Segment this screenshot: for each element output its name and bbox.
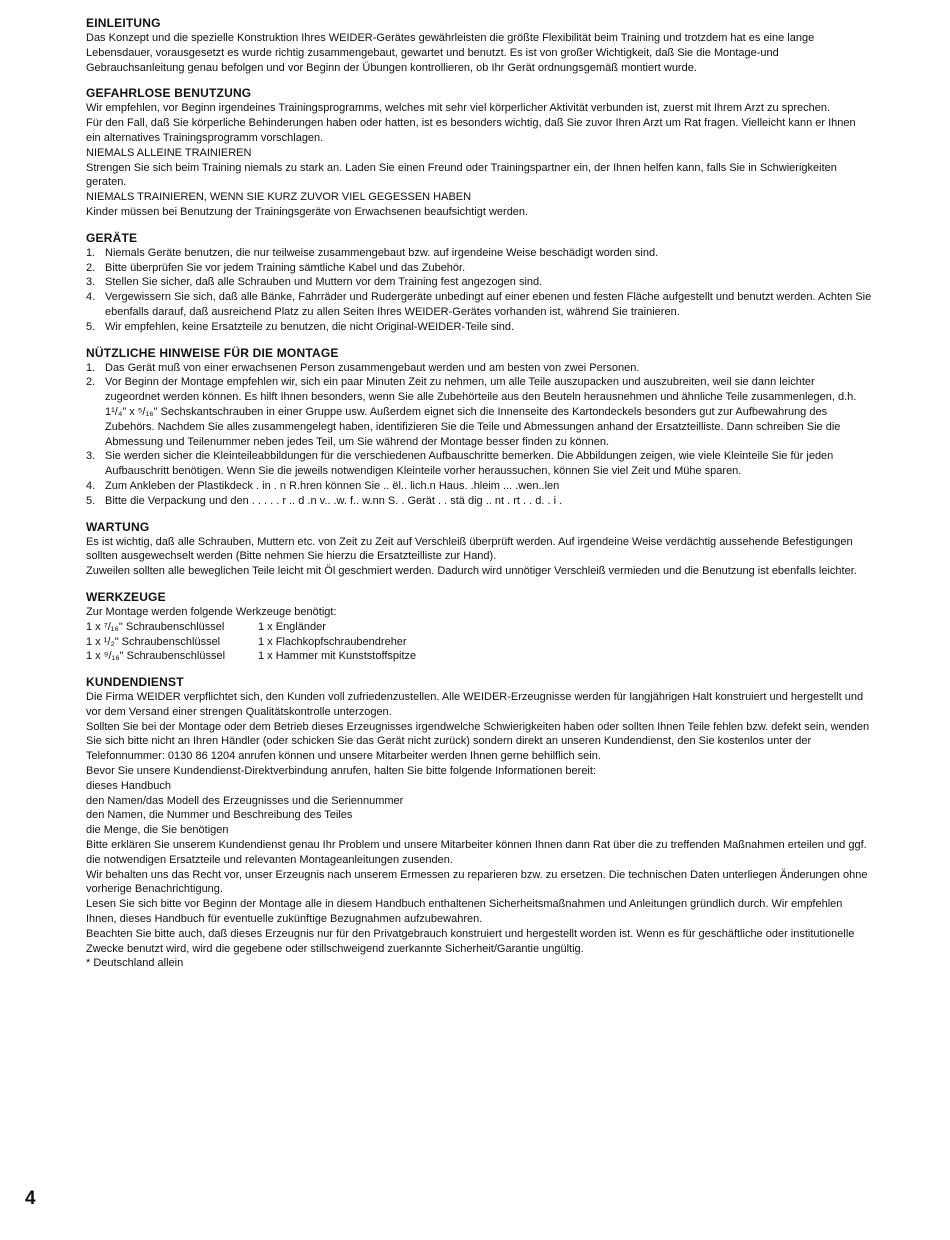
tools-row: [86, 649, 872, 664]
list-number: 4.: [86, 479, 96, 492]
list-text: Vor Beginn der Montage empfehlen wir, sich ein paar Minuten Zeit zu nehmen, um alle Teile auszupacken und auszubreiten, weil sie dann leichter zugeordnet werden können. Es hilft Ihnen besonders, wenn Sie alle Zubehörteile aus den Beuteln herausnehmen und ähnliche Teile zusammenlegen, d.h. 1¹/₄" x ⁵/₁₆" Sechskantschrauben in einer Gruppe usw. Außerdem eignet sich die Innenseite des Kartondeckels besonders gut zur Aufbewahrung des Zubehörs. Nachdem Sie alles zusammengelegt haben, identifizieren Sie die Teile und Abmessungen anhand der Ersatzteilliste. Dann schreiben Sie die Abmessung und Teilenummer neben jedes Teil, um Sie während der Montage besser finden zu können.: [105, 376, 857, 448]
list-item: [86, 449, 872, 479]
list-item: [86, 246, 872, 261]
section-heading-maintenance: WARTUNG: [86, 519, 150, 534]
manual-page: [86, 16, 872, 982]
paragraph: Bitte erklären Sie unserem Kundendienst genau Ihr Problem und unsere Mitarbeiter können Ihnen dann Rat über die zu treffenden Maßnahmen erteilen und ggf. die notwendigen Ersatzteile und relevanten Montageanleitungen zusenden.: [86, 839, 867, 866]
list-item: [86, 361, 872, 376]
list-text: Sie werden sicher die Kleinteileabbildungen für die verschiedenen Aufbauschritte bemerken. Die Abbildungen zeigen, wie viele Kleinteile Sie für jeden Aufbauschritt benötigen. Wenn Sie die jeweils notwendigen Kleinteile vorher heraussuchen, können Sie viel Zeit und Mühe sparen.: [105, 450, 834, 478]
paragraph: NIEMALS TRAINIEREN, WENN SIE KURZ ZUVOR VIEL GEGESSEN HABEN: [86, 191, 472, 204]
paragraph: den Namen, die Nummer und Beschreibung des Teiles: [86, 809, 353, 822]
list-text: Das Gerät muß von einer erwachsenen Person zusammengebaut werden und am besten von zwei Personen.: [105, 361, 640, 374]
tools-row: [86, 620, 872, 635]
paragraph: dieses Handbuch: [86, 779, 172, 792]
paragraph: Für den Fall, daß Sie körperliche Behinderungen haben oder hatten, ist es besonders wichtig, daß Sie zuvor Ihren Arzt um Rat fragen. Vielleicht kann er Ihnen ein alternatives Trainingsprogramm vorschlagen.: [86, 117, 856, 144]
paragraph: die Menge, die Sie benötigen: [86, 824, 229, 837]
tool-left: 1 x ¹/₂" Schraubenschlüssel: [86, 635, 221, 648]
list-number: 1.: [86, 246, 96, 259]
paragraph: Wir behalten uns das Recht vor, unser Erzeugnis nach unserem Ermessen zu reparieren bzw. zu ersetzen. Die technischen Daten unterliegen Änderungen ohne vorherige Benachrichtigung.: [86, 868, 868, 896]
paragraph: NIEMALS ALLEINE TRAINIEREN: [86, 146, 252, 159]
list-item: [86, 290, 872, 320]
list-text: Wir empfehlen, keine Ersatzteile zu benutzen, die nicht Original-WEIDER-Teile sind.: [105, 320, 515, 333]
footnote: * Deutschland allein: [86, 957, 184, 970]
list-item: [86, 261, 872, 276]
list-number: 3.: [86, 276, 96, 289]
list-text: Bitte überprüfen Sie vor jedem Training sämtliche Kabel und das Zubehör.: [105, 261, 466, 274]
section-assembly: [86, 346, 872, 509]
section-heading-safety: GEFAHRLOSE BENUTZUNG: [86, 86, 252, 101]
assembly-list: [86, 361, 872, 509]
section-heading-devices: GERÄTE: [86, 230, 138, 245]
section-safety: [86, 86, 872, 219]
section-heading-intro: EINLEITUNG: [86, 16, 161, 30]
list-item: [86, 375, 872, 449]
list-number: 2.: [86, 261, 96, 274]
list-text: Stellen Sie sicher, daß alle Schrauben und Muttern vor dem Training fest angezogen sind.: [105, 276, 543, 289]
list-text: Vergewissern Sie sich, daß alle Bänke, Fahrräder und Rudergeräte unbedingt auf einer ebenen und festen Fläche aufgestellt und benutzt werden. Achten Sie ebenfalls darauf, daß ausreichend Platz zu allen Seiten Ihres WEIDER-Gerätes vorhanden ist, während Sie trainieren.: [105, 291, 872, 318]
section-heading-service: KUNDENDIENST: [86, 675, 184, 690]
list-number: 5.: [86, 320, 96, 333]
tool-left: 1 x ⁹/₁₆" Schraubenschlüssel: [86, 650, 226, 663]
list-text: Bitte die Verpackung und den . . . . . r .. d .n v.. .w. f.. w.nn S. . Gerät . . stä dig .. nt . rt . . d. . i .: [105, 494, 563, 507]
tool-left: 1 x ⁷/₁₆" Schraubenschlüssel: [86, 620, 225, 633]
paragraph: Zuweilen sollten alle beweglichen Teile leicht mit Öl geschmiert werden. Dadurch wird unnötiger Verschleiß vermieden und die Benutzung ist ebenfalls leichter.: [86, 565, 857, 578]
paragraph: den Namen/das Modell des Erzeugnisses und die Seriennummer: [86, 794, 404, 807]
paragraph: Strengen Sie sich beim Training niemals zu stark an. Laden Sie einen Freund oder Trainingspartner ein, der Ihnen helfen kann, falls Sie in Schwierigkeiten geraten.: [86, 161, 837, 189]
section-maintenance: [86, 520, 872, 579]
section-devices: [86, 231, 872, 335]
list-text: Niemals Geräte benutzen, die nur teilweise zusammengebaut bzw. auf irgendeine Weise beschädigt worden sind.: [105, 246, 659, 259]
section-tools: [86, 590, 872, 664]
list-item: [86, 275, 872, 290]
list-item: [86, 494, 872, 509]
page-number: 4: [25, 1188, 36, 1209]
paragraph: Es ist wichtig, daß alle Schrauben, Muttern etc. von Zeit zu Zeit auf Verschleiß überprüft werden. Auf irgendeine Weise verdächtig aussehende Befestigungen sollten ausgewechselt werden (Bitte nehmen Sie hierzu die Ersatzteilliste zur Hand).: [86, 535, 853, 563]
devices-list: [86, 246, 872, 335]
tools-row: [86, 635, 872, 650]
paragraph: Sollten Sie bei der Montage oder dem Betrieb dieses Erzeugnisses irgendwelche Schwierigkeiten haben oder sollten Ihnen Teile fehlen bzw. defekt sein, wenden Sie sich bitte nicht an Ihren Händler (oder schicken Sie das Gerät nicht zurück) sondern direkt an unseren Kundendienst, den Sie kostenlos unter der Telefonnummer: 0130 86 1204 anrufen können und unsere Mitarbeiter werden Ihnen gerne behilflich sein.: [86, 720, 870, 763]
section-heading-tools: WERKZEUGE: [86, 589, 166, 604]
tools-intro: Zur Montage werden folgende Werkzeuge benötigt:: [86, 605, 337, 618]
list-number: 5.: [86, 494, 96, 507]
paragraph: Lesen Sie sich bitte vor Beginn der Montage alle in diesem Handbuch enthaltenen Sicherheitsmaßnahmen und Anleitungen gründlich durch. Wir empfehlen Ihnen, dieses Handbuch für eventuelle zukünftige Bezugnahmen aufzubewahren.: [86, 898, 843, 926]
paragraph: Beachten Sie bitte auch, daß dieses Erzeugnis nur für den Privatgebrauch konstruiert und hergestellt worden ist. Wenn es für geschäftliche oder institutionelle Zwecke benutzt wird, wird die gegebene oder stillschweigend zuerkannte Sicherheit/Garantie ungültig.: [86, 927, 855, 955]
list-number: 3.: [86, 450, 96, 463]
section-intro: [86, 16, 872, 75]
section-heading-assembly: NÜTZLICHE HINWEISE FÜR DIE MONTAGE: [86, 345, 339, 360]
tool-right: 1 x Engländer: [258, 620, 326, 633]
paragraph: Die Firma WEIDER verpflichtet sich, den Kunden voll zufriedenzustellen. Alle WEIDER-Erzeugnisse werden für langjährigen Halt konstruiert und hergestellt und vor dem Versand einer strengen Qualitätskontrolle unterzogen.: [86, 691, 864, 718]
paragraph: Kinder müssen bei Benutzung der Trainingsgeräte von Erwachsenen beaufsichtigt werden.: [86, 205, 529, 218]
list-text: Zum Ankleben der Plastikdeck . in . n R.hren können Sie .. ël.. lich.n Haus. .hleim ... .wen..len: [105, 479, 560, 492]
list-item: [86, 479, 872, 494]
paragraph: Das Konzept und die spezielle Konstruktion Ihres WEIDER-Gerätes gewährleisten die größte Flexibilität beim Training und trotzdem hat es eine lange Lebensdauer, vorausgesetzt es wurde richtig zusammengebaut, gewartet und benutzt. Es ist von großer Wichtigkeit, daß Sie die Montage-und Gebrauchsanleitung genau befolgen und vor Beginn der Übungen kontrollieren, ob Ihr Gerät ordnungsgemäß montiert wurde.: [86, 32, 815, 74]
list-number: 2.: [86, 376, 96, 389]
list-item: [86, 320, 872, 335]
section-service: [86, 675, 872, 971]
tool-right: 1 x Hammer mit Kunststoffspitze: [258, 650, 417, 663]
paragraph: Bevor Sie unsere Kundendienst-Direktverbindung anrufen, halten Sie bitte folgende Informationen bereit:: [86, 765, 596, 778]
list-number: 4.: [86, 291, 96, 304]
paragraph: Wir empfehlen, vor Beginn irgendeines Trainingsprogramms, welches mit sehr viel körperlicher Aktivität verbunden ist, zuerst mit Ihrem Arzt zu sprechen.: [86, 102, 831, 115]
list-number: 1.: [86, 361, 96, 374]
tool-right: 1 x Flachkopfschraubendreher: [258, 635, 407, 648]
